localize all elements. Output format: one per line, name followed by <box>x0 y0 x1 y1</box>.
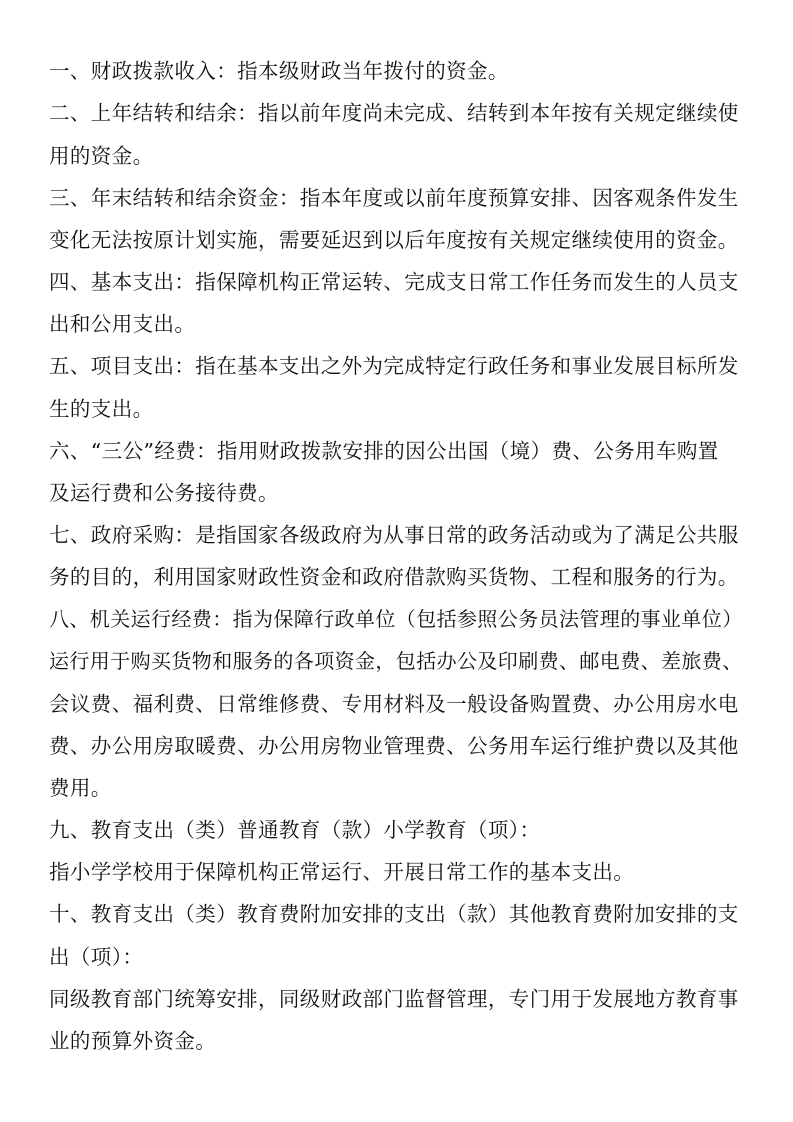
text-line: 五、项目支出：指在基本支出之外为完成特定行政任务和事业发展目标所发 <box>49 354 739 378</box>
text-line: 十、教育支出（类）教育费附加安排的支出（款）其他教育费附加安排的支 <box>49 902 739 926</box>
text-line: 指小学学校用于保障机构正常运行、开展日常工作的基本支出。 <box>49 860 635 884</box>
text-line: 同级教育部门统筹安排，同级财政部门监督管理，专门用于发展地方教育事 <box>49 987 739 1011</box>
text-line: 六、“三公”经费：指用财政拨款安排的因公出国（境）费、公务用车购置 <box>49 439 719 463</box>
text-line: 生的支出。 <box>49 397 154 421</box>
text-line: 九、教育支出（类）普通教育（款）小学教育（项）： <box>49 818 541 842</box>
text-line: 会议费、福利费、日常维修费、专用材料及一般设备购置费、办公用房水电 <box>49 692 739 716</box>
text-line: 二、上年结转和结余：指以前年度尚未完成、结转到本年按有关规定继续使 <box>49 101 739 125</box>
text-line: 四、基本支出：指保障机构正常运转、完成支日常工作任务而发生的人员支 <box>49 270 739 294</box>
text-line: 用的资金。 <box>49 144 154 168</box>
text-line: 运行用于购买货物和服务的各项资金，包括办公及印刷费、邮电费、差旅费、 <box>49 649 743 673</box>
text-line: 一、财政拨款收入：指本级财政当年拨付的资金。 <box>49 59 509 83</box>
text-line: 务的目的，利用国家财政性资金和政府借款购买货物、工程和服务的行为。 <box>49 565 739 589</box>
text-line: 变化无法按原计划实施，需要延迟到以后年度按有关规定继续使用的资金。 <box>49 228 739 252</box>
text-line: 业的预算外资金。 <box>49 1029 217 1053</box>
text-line: 三、年末结转和结余资金：指本年度或以前年度预算安排、因客观条件发生 <box>49 186 739 210</box>
text-line: 七、政府采购：是指国家各级政府为从事日常的政务活动或为了满足公共服 <box>49 523 739 547</box>
text-line: 出和公用支出。 <box>49 312 196 336</box>
text-line: 八、机关运行经费：指为保障行政单位（包括参照公务员法管理的事业单位） <box>49 607 743 631</box>
text-line: 费用。 <box>49 776 112 800</box>
text-line: 出（项）： <box>49 945 144 969</box>
text-line: 及运行费和公务接待费。 <box>49 481 279 505</box>
text-line: 费、办公用房取暖费、办公用房物业管理费、公务用车运行维护费以及其他 <box>49 734 739 758</box>
